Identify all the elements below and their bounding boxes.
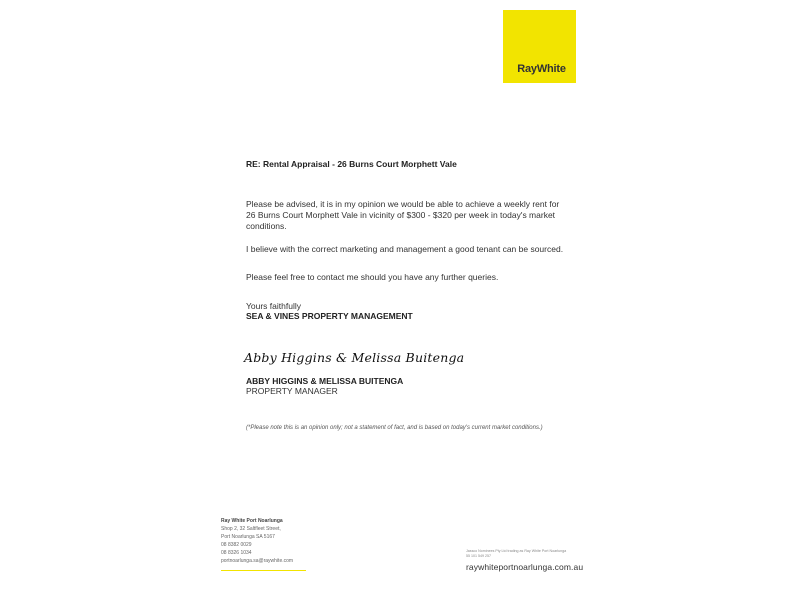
logo-text: RayWhite bbox=[517, 63, 566, 75]
signer-title: PROPERTY MANAGER bbox=[246, 386, 338, 396]
paragraph-tenant: I believe with the correct marketing and management a good tenant can be sourced. bbox=[246, 244, 564, 254]
footer-address-line1: Shop 2, 32 Saltfleet Street, bbox=[221, 526, 281, 532]
signer-name: ABBY HIGGINS & MELISSA BUITENGA bbox=[246, 376, 404, 386]
footer-legal-line2: 55 101 549 257 bbox=[466, 554, 491, 558]
footer-office-name: Ray White Port Noarlunga bbox=[221, 518, 283, 524]
handwritten-signature: Abby Higgins & Melissa Buitenga bbox=[244, 350, 465, 365]
closing-salutation: Yours faithfully bbox=[246, 301, 301, 311]
disclaimer-note: (*Please note this is an opinion only; not a statement of fact, and is based on today's current market conditions.) bbox=[246, 425, 543, 431]
footer-legal bbox=[466, 549, 581, 559]
footer-phone: 08 8382 0029 bbox=[221, 542, 252, 548]
raywhite-logo bbox=[503, 10, 576, 83]
company-name: SEA & VINES PROPERTY MANAGEMENT bbox=[246, 311, 413, 321]
footer-email: portnoarlunga.sa@raywhite.com bbox=[221, 558, 294, 564]
footer-website: raywhiteportnoarlunga.com.au bbox=[466, 562, 584, 572]
footer-fax: 08 8326 1034 bbox=[221, 550, 252, 556]
subject-line: RE: Rental Appraisal - 26 Burns Court Morphett Vale bbox=[246, 159, 457, 169]
footer-address-line2: Port Noarlunga SA 5167 bbox=[221, 534, 275, 540]
paragraph-contact: Please feel free to contact me should you have any further queries. bbox=[246, 272, 499, 282]
footer-divider bbox=[221, 570, 306, 571]
footer-legal-line1: Jassco Nominees Pty Ltd trading as Ray White Port Noarlunga bbox=[466, 549, 567, 553]
paragraph-rent-opinion: Please be advised, it is in my opinion we would be able to achieve a weekly rent for 26 Burns Court Morphett Vale in vicinity of $300 - $320 per week in today's market conditions. bbox=[246, 199, 560, 231]
footer-office-details bbox=[221, 517, 293, 565]
